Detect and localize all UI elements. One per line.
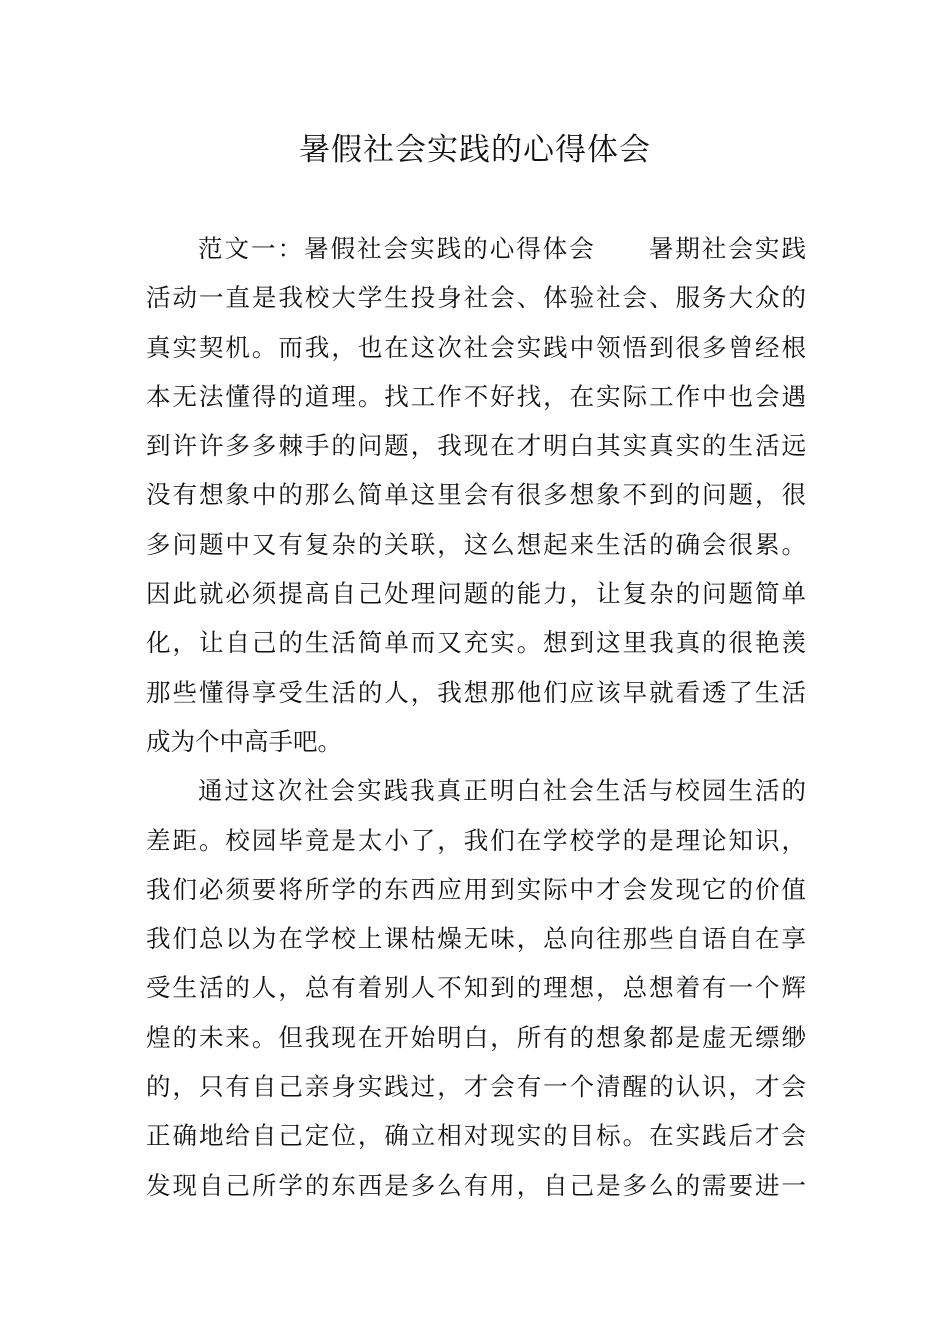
- paragraph-2-line-5: 受生活的人，总有着别人不知到的理想，总想着有一个辉: [146, 973, 806, 1003]
- paragraph-1-line-5: 到许许多多棘手的问题，我现在才明白其实真实的生活远: [146, 431, 806, 461]
- paragraph-2-line-4: 我们总以为在学校上课枯燥无味，总向往那些自语自在享: [146, 924, 806, 954]
- paragraph-1-line-11: 成为个中高手吧。: [146, 726, 342, 756]
- paragraph-2-line-6: 煌的未来。但我现在开始明白，所有的想象都是虚无缥缈: [146, 1022, 806, 1052]
- paragraph-1-line-1: 范文一：暑假社会实践的心得体会 暑期社会实践: [198, 234, 806, 263]
- paragraph-2-line-2: 差距。校园毕竟是太小了，我们在学校学的是理论知识，: [146, 825, 806, 855]
- paragraph-2-line-9: 发现自己所学的东西是多么有用，自己是多么的需要进一: [146, 1170, 806, 1200]
- document-title: 暑假社会实践的心得体会: [299, 132, 651, 168]
- paragraph-2-line-7: 的，只有自己亲身实践过，才会有一个清醒的认识，才会: [146, 1072, 806, 1102]
- paragraph-1-line-7: 多问题中又有复杂的关联，这么想起来生活的确会很累。: [146, 529, 806, 559]
- paragraph-1-line-9: 化，让自己的生活简单而又充实。想到这里我真的很艳羡: [146, 628, 806, 658]
- document-body: [146, 224, 806, 1210]
- paragraph-1-line-10: 那些懂得享受生活的人，我想那他们应该早就看透了生活: [146, 677, 806, 707]
- paragraph-1-line-4: 本无法懂得的道理。找工作不好找，在实际工作中也会遇: [146, 381, 806, 411]
- paragraph-1-line-6: 没有想象中的那么简单这里会有很多想象不到的问题，很: [146, 480, 806, 510]
- paragraph-1-line-2: 活动一直是我校大学生投身社会、体验社会、服务大众的: [146, 283, 806, 313]
- paragraph-2-line-1: 通过这次社会实践我真正明白社会生活与校园生活的: [198, 776, 806, 806]
- paragraph-2-line-3: 我们必须要将所学的东西应用到实际中才会发现它的价值: [146, 874, 806, 904]
- paragraph-1-line-3: 真实契机。而我，也在这次社会实践中领悟到很多曾经根: [146, 332, 806, 362]
- paragraph-2-line-8: 正确地给自己定位，确立相对现实的目标。在实践后才会: [146, 1121, 806, 1151]
- paragraph-1-line-8: 因此就必须提高自己处理问题的能力，让复杂的问题简单: [146, 579, 806, 609]
